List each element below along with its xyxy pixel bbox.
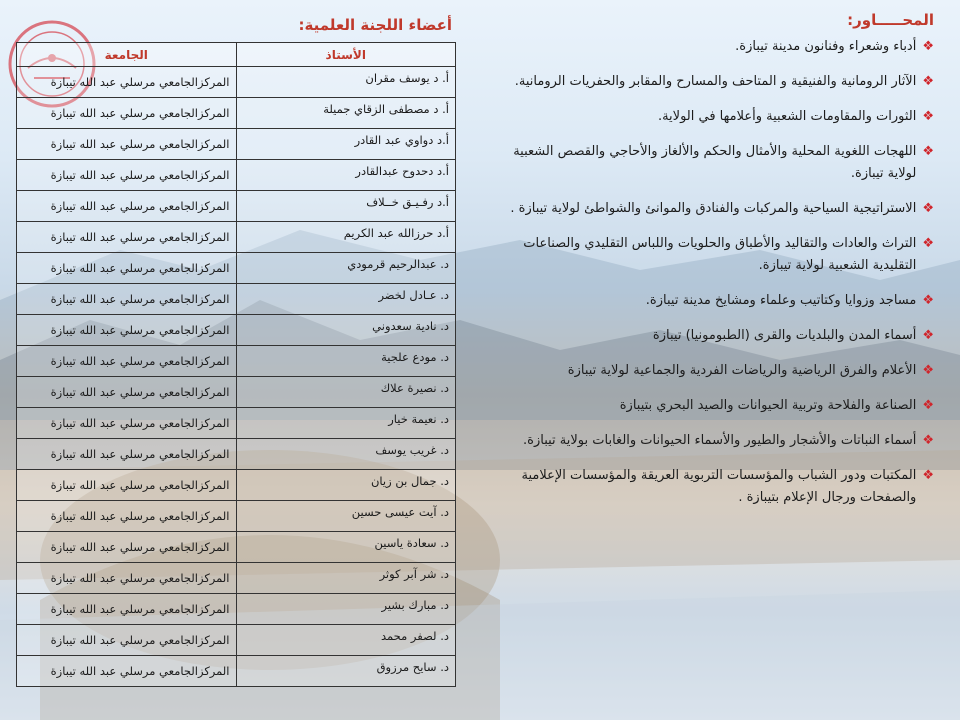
topic-text: الاستراتيجية السياحية والمركبات والفنادق والموانئ والشواطئ لولاية تيبازة .: [510, 201, 917, 216]
member-name: أ.د دواوي عبد القادر: [236, 129, 456, 160]
topic-item: [494, 465, 934, 509]
diamond-cluster-icon: ❖: [922, 74, 934, 89]
topic-item: [494, 233, 934, 277]
member-university: المركزالجامعي مرسلي عبد الله تيبازة: [17, 532, 237, 563]
diamond-cluster-icon: ❖: [922, 293, 934, 308]
table-row: [17, 439, 456, 470]
member-university: المركزالجامعي مرسلي عبد الله تيبازة: [17, 656, 237, 687]
topic-item: [494, 325, 934, 347]
member-university: المركزالجامعي مرسلي عبد الله تيبازة: [17, 129, 237, 160]
table-row: [17, 532, 456, 563]
table-row: [17, 222, 456, 253]
member-name: أ. د مصطفى الزقاي جميلة: [236, 98, 456, 129]
member-name: أ. د يوسف مقران: [236, 67, 456, 98]
member-university: المركزالجامعي مرسلي عبد الله تيبازة: [17, 315, 237, 346]
topic-text: أدباء وشعراء وفنانون مدينة تيبازة.: [735, 39, 917, 54]
member-name: أ.د دحدوح عبدالقادر: [236, 160, 456, 191]
member-name: د. سعادة ياسين: [236, 532, 456, 563]
members-table-body: [17, 67, 456, 687]
topic-item: [494, 198, 934, 220]
member-university: المركزالجامعي مرسلي عبد الله تيبازة: [17, 253, 237, 284]
member-university: المركزالجامعي مرسلي عبد الله تيبازة: [17, 501, 237, 532]
member-university: المركزالجامعي مرسلي عبد الله تيبازة: [17, 470, 237, 501]
committee-section: [16, 14, 456, 687]
table-row: [17, 594, 456, 625]
topic-text: التراث والعادات والتقاليد والأطباق والحلويات واللباس التقليدي والصناعات التقليدية الشعبية لولاية تيبازة.: [523, 236, 917, 273]
topic-text: أسماء النباتات والأشجار والطيور والأسماء الحيوانات والغابات بولاية تيبازة.: [523, 433, 917, 448]
topic-text: اللهجات اللغوية المحلية والأمثال والحكم والألغاز والأحاجي والقصص الشعبية لولاية تيبازة.: [513, 144, 917, 181]
table-row: [17, 470, 456, 501]
diamond-cluster-icon: ❖: [922, 328, 934, 343]
member-university: المركزالجامعي مرسلي عبد الله تيبازة: [17, 67, 237, 98]
table-row: [17, 191, 456, 222]
col-professor-header: الأستاذ: [236, 43, 456, 67]
topic-text: الآثار الرومانية والفنيقية و المتاحف والمسارح والمقابر والحفريات الرومانية.: [514, 74, 917, 89]
member-name: د. جمال بن زيان: [236, 470, 456, 501]
topic-item: [494, 395, 934, 417]
table-row: [17, 408, 456, 439]
member-name: د. نادية سعدوني: [236, 315, 456, 346]
table-row: [17, 625, 456, 656]
topic-item: [494, 360, 934, 382]
topic-item: [494, 71, 934, 93]
topic-item: [494, 141, 934, 185]
topic-text: المكتبات ودور الشباب والمؤسسات التربوية العريقة والمؤسسات الإعلامية والصفحات ورجال الإعلام بتيبازة .: [521, 468, 917, 505]
topic-item: [494, 290, 934, 312]
diamond-cluster-icon: ❖: [922, 201, 934, 216]
table-row: [17, 563, 456, 594]
member-name: د. نعيمة خيار: [236, 408, 456, 439]
member-university: المركزالجامعي مرسلي عبد الله تيبازة: [17, 191, 237, 222]
topic-text: مساجد وزوايا وكتاتيب وعلماء ومشايخ مدينة تيبازة.: [645, 293, 917, 308]
topic-item: [494, 106, 934, 128]
member-name: د. مبارك بشير: [236, 594, 456, 625]
member-name: د. عبدالرحيم قرمودي: [236, 253, 456, 284]
table-row: [17, 253, 456, 284]
member-name: د. مودع علجية: [236, 346, 456, 377]
committee-title: أعضاء اللجنة العلمية:: [298, 16, 452, 34]
topic-text: الأعلام والفرق الرياضية والرياضات الفردية والجماعية لولاية تيبازة: [567, 363, 917, 378]
table-row: [17, 67, 456, 98]
member-name: أ.د رفـيـق خــلاف: [236, 191, 456, 222]
table-row: [17, 346, 456, 377]
table-row: [17, 315, 456, 346]
member-university: المركزالجامعي مرسلي عبد الله تيبازة: [17, 408, 237, 439]
topic-text: أسماء المدن والبلديات والقرى (الطبومونيا) تيبازة: [652, 328, 917, 343]
member-name: د. سايح مرزوق: [236, 656, 456, 687]
topic-text: الصناعة والفلاحة وتربية الحيوانات والصيد البحري بتيبازة: [619, 398, 917, 413]
member-name: د. لصفر محمد: [236, 625, 456, 656]
topic-item: [494, 430, 934, 452]
member-name: أ.د حرزالله عبد الكريم: [236, 222, 456, 253]
topics-section: [494, 10, 934, 522]
member-name: د. نصيرة علاك: [236, 377, 456, 408]
member-name: د. غريب يوسف: [236, 439, 456, 470]
member-university: المركزالجامعي مرسلي عبد الله تيبازة: [17, 284, 237, 315]
table-row: [17, 284, 456, 315]
member-university: المركزالجامعي مرسلي عبد الله تيبازة: [17, 625, 237, 656]
diamond-cluster-icon: ❖: [922, 398, 934, 413]
col-university-header: الجامعة: [17, 43, 237, 67]
diamond-cluster-icon: ❖: [922, 433, 934, 448]
topics-title: المحـــــاور:: [847, 11, 934, 29]
table-row: [17, 129, 456, 160]
members-table: [16, 42, 456, 687]
member-name: د. عـادل لخضر: [236, 284, 456, 315]
table-row: [17, 656, 456, 687]
member-university: المركزالجامعي مرسلي عبد الله تيبازة: [17, 98, 237, 129]
member-university: المركزالجامعي مرسلي عبد الله تيبازة: [17, 222, 237, 253]
member-name: د. شر آبر كوثر: [236, 563, 456, 594]
topics-list: [494, 36, 934, 509]
table-row: [17, 377, 456, 408]
member-university: المركزالجامعي مرسلي عبد الله تيبازة: [17, 594, 237, 625]
member-university: المركزالجامعي مرسلي عبد الله تيبازة: [17, 160, 237, 191]
member-university: المركزالجامعي مرسلي عبد الله تيبازة: [17, 439, 237, 470]
table-row: [17, 501, 456, 532]
diamond-cluster-icon: ❖: [922, 363, 934, 378]
table-row: [17, 160, 456, 191]
diamond-cluster-icon: ❖: [922, 468, 934, 483]
member-university: المركزالجامعي مرسلي عبد الله تيبازة: [17, 377, 237, 408]
table-row: [17, 98, 456, 129]
topic-text: الثورات والمقاومات الشعبية وأعلامها في الولاية.: [657, 109, 917, 124]
member-university: المركزالجامعي مرسلي عبد الله تيبازة: [17, 563, 237, 594]
member-name: د. آيت عيسى حسين: [236, 501, 456, 532]
diamond-cluster-icon: ❖: [922, 144, 934, 159]
diamond-cluster-icon: ❖: [922, 109, 934, 124]
diamond-cluster-icon: ❖: [922, 39, 934, 54]
diamond-cluster-icon: ❖: [922, 236, 934, 251]
topic-item: [494, 36, 934, 58]
member-university: المركزالجامعي مرسلي عبد الله تيبازة: [17, 346, 237, 377]
members-table-header: [17, 43, 456, 67]
